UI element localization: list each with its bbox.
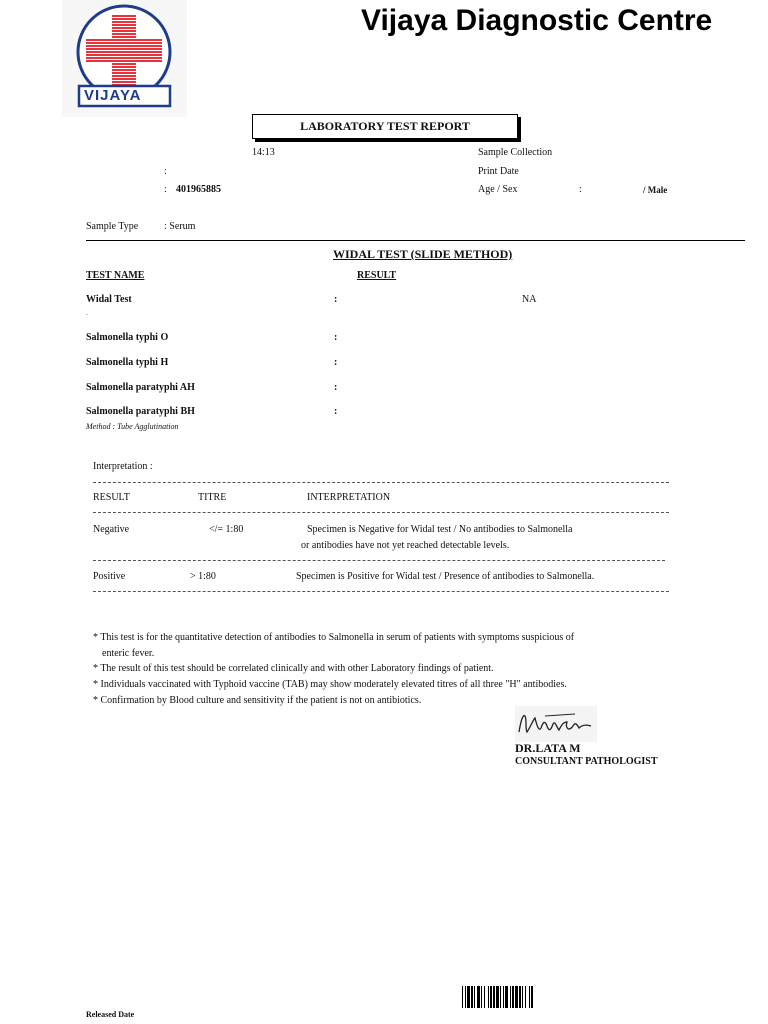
report-time: 14:13: [252, 147, 275, 158]
dashed-divider: [93, 512, 669, 513]
colon-separator: :: [164, 184, 167, 195]
note-line: * Individuals vaccinated with Typhoid vaccine (TAB) may show moderately elevated titres of all three "H" antibodies.: [93, 679, 567, 690]
note-line: enteric fever.: [102, 648, 155, 659]
positive-result: Positive: [93, 571, 126, 582]
positive-titre: > 1:80: [190, 571, 216, 582]
test-row-name: Salmonella paratyphi AH: [86, 382, 195, 393]
interp-col-interpretation: INTERPRETATION: [307, 492, 391, 503]
column-result: RESULT: [357, 270, 397, 281]
stray-dot: .: [86, 308, 88, 317]
signatory-name: DR.LATA M: [515, 741, 581, 755]
test-row-name: Salmonella paratyphi BH: [86, 406, 195, 417]
widal-test-colon: :: [334, 294, 338, 305]
method-note: Method : Tube Agglutination: [86, 422, 179, 431]
test-row-colon: :: [334, 357, 338, 368]
dashed-divider: [93, 591, 669, 592]
colon-separator: :: [164, 166, 167, 177]
logo-text: VIJAYA: [84, 87, 142, 104]
widal-test-value: NA: [522, 294, 537, 305]
test-row-colon: :: [334, 332, 338, 343]
test-row-colon: :: [334, 382, 338, 393]
released-date-label: Released Date: [86, 1010, 135, 1019]
interpretation-title: Interpretation :: [93, 461, 153, 472]
column-test-name: TEST NAME: [86, 270, 145, 281]
signature-image: [515, 706, 597, 742]
report-title: LABORATORY TEST REPORT: [252, 114, 518, 139]
logo: [62, 0, 187, 117]
test-heading: WIDAL TEST (SLIDE METHOD): [333, 247, 513, 261]
negative-text: Specimen is Negative for Widal test / No antibodies to Salmonella: [307, 524, 573, 535]
negative-text-cont: or antibodies have not yet reached detectable levels.: [301, 540, 510, 551]
patient-id: 401965885: [176, 184, 221, 195]
negative-titre: </= 1:80: [209, 524, 244, 535]
sample-type-label: Sample Type: [86, 221, 139, 232]
test-row-name: Salmonella typhi H: [86, 357, 169, 368]
barcode: [462, 986, 612, 1008]
sample-type-value: : Serum: [164, 221, 196, 232]
age-sex-label: Age / Sex: [478, 184, 518, 195]
dashed-divider: [93, 560, 665, 561]
positive-text: Specimen is Positive for Widal test / Presence of antibodies to Salmonella.: [296, 571, 595, 582]
signatory-title: CONSULTANT PATHOLOGIST: [515, 756, 658, 767]
sample-collection-label: Sample Collection: [478, 147, 553, 158]
centre-name: Vijaya Diagnostic Centre: [361, 4, 713, 37]
note-line: * The result of this test should be correlated clinically and with other Laboratory findings of patient.: [93, 663, 494, 674]
note-line: * Confirmation by Blood culture and sensitivity if the patient is not on antibiotics.: [93, 695, 422, 706]
widal-test-label: Widal Test: [86, 294, 132, 305]
print-date-label: Print Date: [478, 166, 519, 177]
test-row-colon: :: [334, 406, 338, 417]
interp-col-titre: TITRE: [198, 492, 227, 503]
sex-value: / Male: [643, 185, 668, 195]
age-sex-colon: :: [579, 184, 582, 195]
test-row-name: Salmonella typhi O: [86, 332, 169, 343]
negative-result: Negative: [93, 524, 130, 535]
section-divider: [86, 240, 745, 241]
dashed-divider: [93, 482, 669, 483]
note-line: * This test is for the quantitative detection of antibodies to Salmonella in serum of patients with symptoms suspicious of: [93, 632, 575, 643]
interp-col-result: RESULT: [93, 492, 130, 503]
